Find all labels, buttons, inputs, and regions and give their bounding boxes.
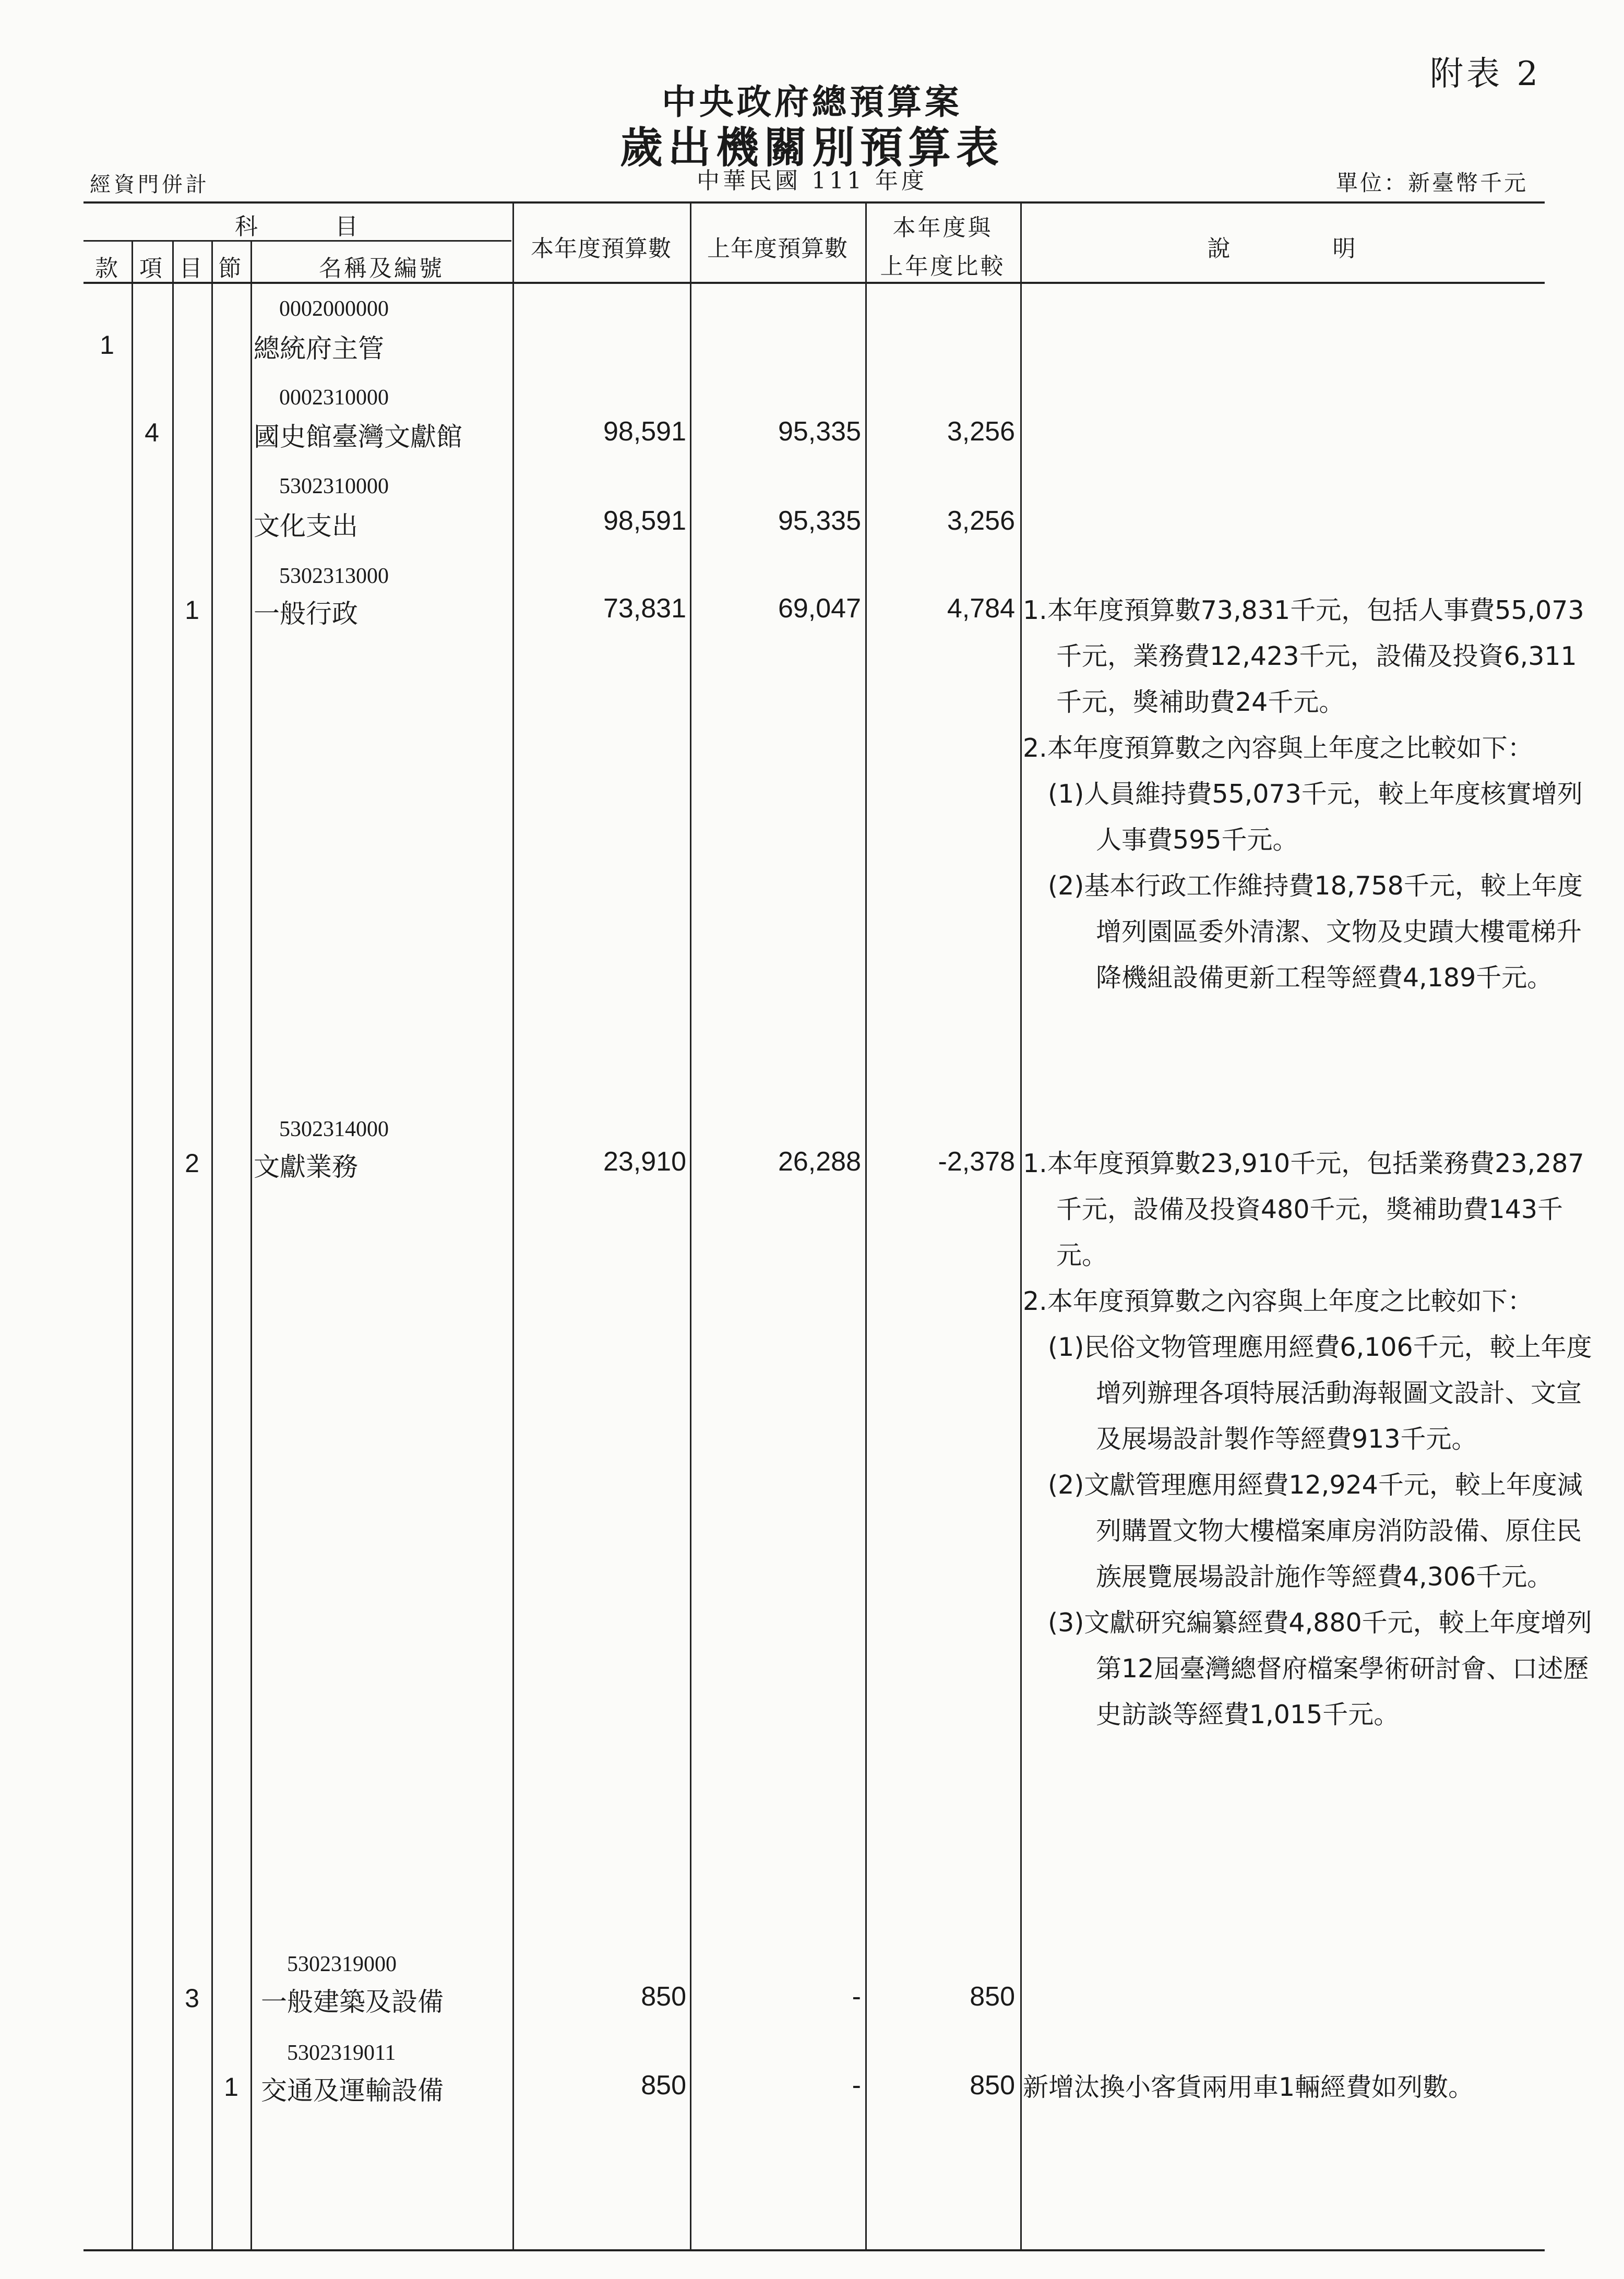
row-mu: 1 <box>185 595 199 625</box>
description-subitem: (2)文獻管理應用經費12,924千元，較上年度減列購置文物大樓檔案庫房消防設備、原住民族展覽展場設計施作等經費4,306千元。 <box>1048 1470 1583 1592</box>
description-transport: 新增汰換小客貨兩用車1輛經費如列數。 <box>1023 2072 1474 2102</box>
description-item: 2.本年度預算數之內容與上年度之比較如下： <box>1023 733 1533 763</box>
unit-label: 單位：新臺幣千元 <box>1336 170 1529 196</box>
header-mu: 目 <box>179 255 205 282</box>
description-document-affairs <box>1023 1141 1602 1738</box>
description-general-admin <box>1023 588 1602 1001</box>
row-previous-budget: 95,335 <box>778 506 861 536</box>
header-comparison-line1: 本年度與 <box>892 214 993 241</box>
row-kuan: 1 <box>100 330 114 360</box>
row-previous-budget: 95,335 <box>778 416 861 447</box>
row-name: 文獻業務 <box>254 1152 358 1182</box>
header-subject: 科 目 <box>235 213 360 240</box>
description-subitem: (1)民俗文物管理應用經費6,106千元，較上年度增列辦理各項特展活動海報圖文設計、文宣及展場設計製作等經費913千元。 <box>1048 1332 1592 1454</box>
row-code: 5302314000 <box>279 1117 389 1141</box>
row-code: 0002310000 <box>279 386 389 410</box>
row-previous-budget: - <box>852 2070 861 2101</box>
row-mu: 2 <box>185 1149 199 1178</box>
description-subitem: (3)文獻研究編纂經費4,880千元，較上年度增列第12屆臺灣總督府檔案學術研討會、口述歷史訪談等經費1,015千元。 <box>1048 1608 1592 1729</box>
document-subtitle: 歲出機關別預算表 <box>619 123 1004 173</box>
row-mu: 3 <box>185 1984 199 2013</box>
row-comparison: 4,784 <box>947 593 1015 624</box>
col-border <box>690 201 691 2250</box>
row-name: 總統府主管 <box>254 333 384 364</box>
header-kuan: 款 <box>95 255 120 282</box>
row-current-budget: 98,591 <box>603 416 686 447</box>
category-label: 經資門併計 <box>90 173 210 197</box>
row-code: 5302310000 <box>279 474 389 498</box>
row-code: 5302319000 <box>287 1952 397 1976</box>
row-code: 5302313000 <box>279 564 389 588</box>
col-border <box>865 201 867 2250</box>
col-border <box>172 242 174 2250</box>
row-current-budget: 23,910 <box>603 1147 686 1177</box>
row-name: 文化支出 <box>254 511 358 541</box>
row-current-budget: 850 <box>641 2070 686 2101</box>
col-border <box>1020 201 1022 2250</box>
row-comparison: 3,256 <box>947 506 1015 536</box>
fiscal-year: 中華民國 111 年度 <box>697 168 927 194</box>
description-item: 1.本年度預算數23,910千元，包括業務費23,287千元，設備及投資480千元，獎補助費143千元。 <box>1023 1149 1584 1270</box>
row-previous-budget: 69,047 <box>778 593 861 624</box>
table-bottom-border <box>83 2249 1545 2251</box>
header-xiang: 項 <box>139 255 164 282</box>
description-subitem: (1)人員維持費55,073千元，較上年度核實增列人事費595千元。 <box>1048 779 1583 855</box>
row-current-budget: 98,591 <box>603 506 686 536</box>
row-name: 一般行政 <box>254 599 358 629</box>
row-comparison: -2,378 <box>938 1147 1015 1177</box>
row-current-budget: 73,831 <box>603 593 686 624</box>
description-item: 1.本年度預算數73,831千元，包括人事費55,073千元，業務費12,423千元，設備及投資6,311千元，獎補助費24千元。 <box>1023 595 1584 717</box>
row-jie: 1 <box>224 2072 238 2102</box>
col-border <box>512 201 514 2250</box>
row-previous-budget: - <box>852 1982 861 2012</box>
header-description: 說 明 <box>1207 235 1358 262</box>
description-item: 2.本年度預算數之內容與上年度之比較如下： <box>1023 1286 1533 1316</box>
document-title: 中央政府總預算案 <box>662 81 962 122</box>
row-code: 5302319011 <box>287 2041 396 2065</box>
row-current-budget: 850 <box>641 1982 686 2012</box>
row-name: 國史館臺灣文獻館 <box>254 422 462 452</box>
row-comparison: 850 <box>970 2070 1015 2101</box>
row-previous-budget: 26,288 <box>778 1147 861 1177</box>
description-subitem: (2)基本行政工作維持費18,758千元，較上年度增列園區委外清潔、文物及史蹟大樓電梯升降機組設備更新工程等經費4,189千元。 <box>1048 871 1583 993</box>
row-code: 0002000000 <box>279 297 389 321</box>
row-xiang: 4 <box>145 418 159 447</box>
row-comparison: 3,256 <box>947 416 1015 447</box>
col-border <box>250 242 252 2250</box>
col-border <box>211 242 213 2250</box>
table-top-border <box>83 201 1545 204</box>
row-name: 交通及運輸設備 <box>261 2075 444 2106</box>
col-border <box>132 242 133 2250</box>
header-comparison-line2: 上年度比較 <box>880 253 1006 280</box>
header-name-code: 名稱及編號 <box>319 255 444 282</box>
header-jie: 節 <box>218 255 244 282</box>
header-current-budget: 本年度預算數 <box>531 235 672 262</box>
row-name: 一般建築及設備 <box>261 1987 444 2017</box>
header-previous-budget: 上年度預算數 <box>707 235 848 262</box>
appendix-label: 附表 2 <box>1430 55 1542 93</box>
row-comparison: 850 <box>970 1982 1015 2012</box>
